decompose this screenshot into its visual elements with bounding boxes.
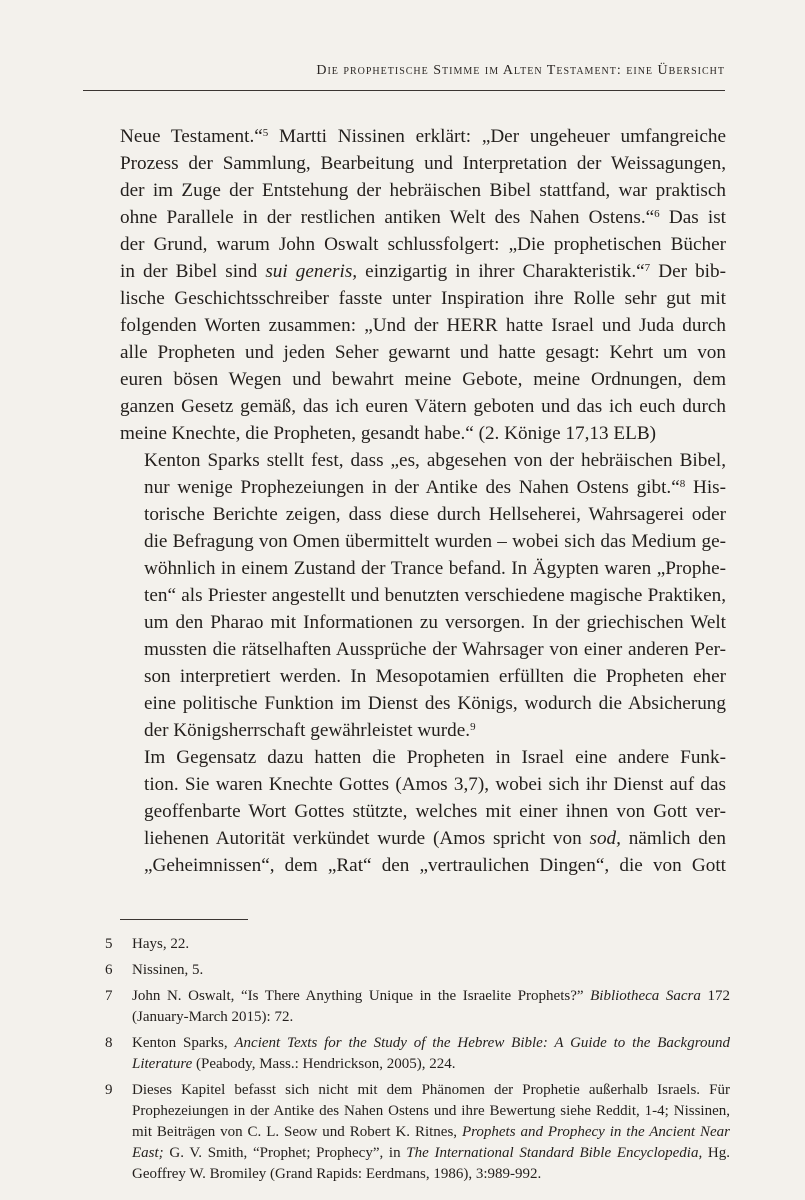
text-line: Im Gegensatz dazu hatten die Propheten in Israel eine andere Funk- bbox=[144, 747, 726, 768]
text-line: „Geheimnissen“, dem „Rat“ den „vertraulichen Dingen“, die von Gott bbox=[144, 855, 726, 876]
text-line: der Königsherrschaft gewährleistet wurde.$^9$ bbox=[144, 720, 476, 741]
footnote-number: 5 bbox=[105, 936, 113, 952]
text-line: ten“ als Priester angestellt und benutzten verschiedene magische Praktiken, bbox=[144, 585, 726, 606]
footnotes bbox=[105, 934, 730, 1190]
footnote-text: Nissinen, 5. bbox=[132, 962, 204, 978]
paragraph-1 bbox=[120, 123, 726, 447]
footnote-number: 9 bbox=[105, 1082, 113, 1098]
footnote-ref[interactable]: 9 bbox=[470, 721, 476, 733]
text-line: geoffenbarte Wort Gottes stützte, welches mit einer ihnen von Gott ver- bbox=[144, 801, 726, 822]
text-line: Kenton Sparks stellt fest, dass „es, abgesehen von der hebräischen Bibel, bbox=[144, 450, 726, 471]
footnote bbox=[105, 1080, 730, 1185]
text-line: der Grund, warum John Oswalt schlussfolgert: „Die prophetischen Bücher bbox=[120, 234, 726, 255]
text-line: torische Berichte zeigen, dass diese durch Hellseherei, Wahrsagerei oder bbox=[144, 504, 726, 525]
footnote-ref[interactable]: 7 bbox=[644, 262, 651, 274]
text-line: die Befragung von Omen übermittelt wurden – wobei sich das Medium ge- bbox=[144, 531, 726, 552]
text-line: meine Knechte, die Propheten, gesandt habe.“ (2. Könige 17,13 ELB) bbox=[120, 423, 657, 444]
header-rule bbox=[83, 90, 725, 91]
text-line: ganzen Gesetz gemäß, das ich euren Vätern geboten und das ich euch durch bbox=[120, 396, 726, 417]
text-line: tion. Sie waren Knechte Gottes (Amos 3,7), wobei sich ihr Dienst auf das bbox=[144, 774, 726, 795]
text-line: Neue Testament.“$^5$ Martti Nissinen erklärt: „Der ungeheuer umfangreiche bbox=[120, 126, 726, 147]
text-line: alle Propheten und jeden Seher gewarnt und hatte gesagt: Kehrt um von bbox=[120, 342, 726, 363]
running-header: Die prophetische Stimme im Alten Testament: eine Übersicht bbox=[316, 63, 725, 78]
text-line: eine politische Funktion im Dienst des Königs, wodurch die Absicherung bbox=[144, 693, 726, 714]
text-line: nur wenige Prophezeiungen in der Antike des Nahen Ostens gibt.“$^8$ His- bbox=[144, 477, 727, 498]
footnote-text: Dieses Kapitel befasst sich nicht mit dem Phänomen der Prophetie außerhalb Israels. Für Prophezeiungen in der Antike des Nahen Ostens und ihre Bewertung siehe Reddit, 1-4; Nissinen, mit Beiträgen von C. L. Seow und Robert K. Ritnes, Prophets and Prophecy in the Ancient Near East; G. V. Smith, “Prophet; Prophecy”, in The International Standard Bible Encyclopedia, Hg. Geoffrey W. Bromiley (Grand Rapids: Eerdmans, 1986), 3:989-992. bbox=[132, 1082, 730, 1182]
text-line: in der Bibel sind sui generis, einzigartig in ihrer Charakteristik.“$^7$ Der bib- bbox=[120, 261, 726, 282]
text-line: son interpretiert werden. In Mesopotamien erfüllten die Propheten eher bbox=[144, 666, 726, 687]
footnote-number: 8 bbox=[105, 1035, 113, 1051]
footnote bbox=[105, 960, 730, 981]
footnote-number: 6 bbox=[105, 962, 113, 978]
paragraph-2 bbox=[120, 447, 726, 744]
footnote-text: Kenton Sparks, Ancient Texts for the Study of the Hebrew Bible: A Guide to the Background Literature (Peabody, Mass.: Hendrickson, 2005), 224. bbox=[132, 1035, 730, 1072]
footnote bbox=[105, 1033, 730, 1075]
footnote bbox=[105, 986, 730, 1028]
footnote-ref[interactable]: 8 bbox=[679, 478, 686, 490]
footnote-text: John N. Oswalt, “Is There Anything Unique in the Israelite Prophets?” Bibliotheca Sacra 172 (January-March 2015): 72. bbox=[132, 988, 730, 1025]
footnote-ref[interactable]: 5 bbox=[262, 127, 269, 139]
footnote bbox=[105, 934, 730, 955]
footnote-ref[interactable]: 6 bbox=[654, 208, 660, 220]
text-line: mussten die rätselhaften Aussprüche der Wahrsager von einer anderen Per- bbox=[144, 639, 726, 660]
paragraph-3 bbox=[120, 744, 726, 879]
text-line: euren bösen Wegen und bewahrt meine Gebote, meine Ordnungen, dem bbox=[120, 369, 726, 390]
footnote-text: Hays, 22. bbox=[132, 936, 190, 952]
text-line: lische Geschichtsschreiber fasste unter Inspiration ihre Rolle sehr gut mit bbox=[120, 288, 726, 309]
text-line: der im Zuge der Entstehung der hebräischen Bibel stattfand, war praktisch bbox=[120, 180, 726, 201]
text-line: folgenden Worten zusammen: „Und der HERR hatte Israel und Juda durch bbox=[120, 315, 726, 336]
text-line: wöhnlich in einem Zustand der Trance befand. In Ägypten waren „Prophe- bbox=[144, 558, 726, 579]
footnote-number: 7 bbox=[105, 988, 113, 1004]
text-line: liehenen Autorität verkündet wurde (Amos spricht von sod, nämlich den bbox=[144, 828, 726, 849]
text-line: Prozess der Sammlung, Bearbeitung und Interpretation der Weissagungen, bbox=[120, 153, 726, 174]
footnote-rule bbox=[120, 919, 248, 920]
body-text bbox=[120, 123, 726, 879]
text-line: um den Pharao mit Informationen zu versorgen. In der griechischen Welt bbox=[144, 612, 726, 633]
text-line: ohne Parallele in der restlichen antiken Welt des Nahen Ostens.“$^6$ Das ist bbox=[120, 207, 726, 228]
